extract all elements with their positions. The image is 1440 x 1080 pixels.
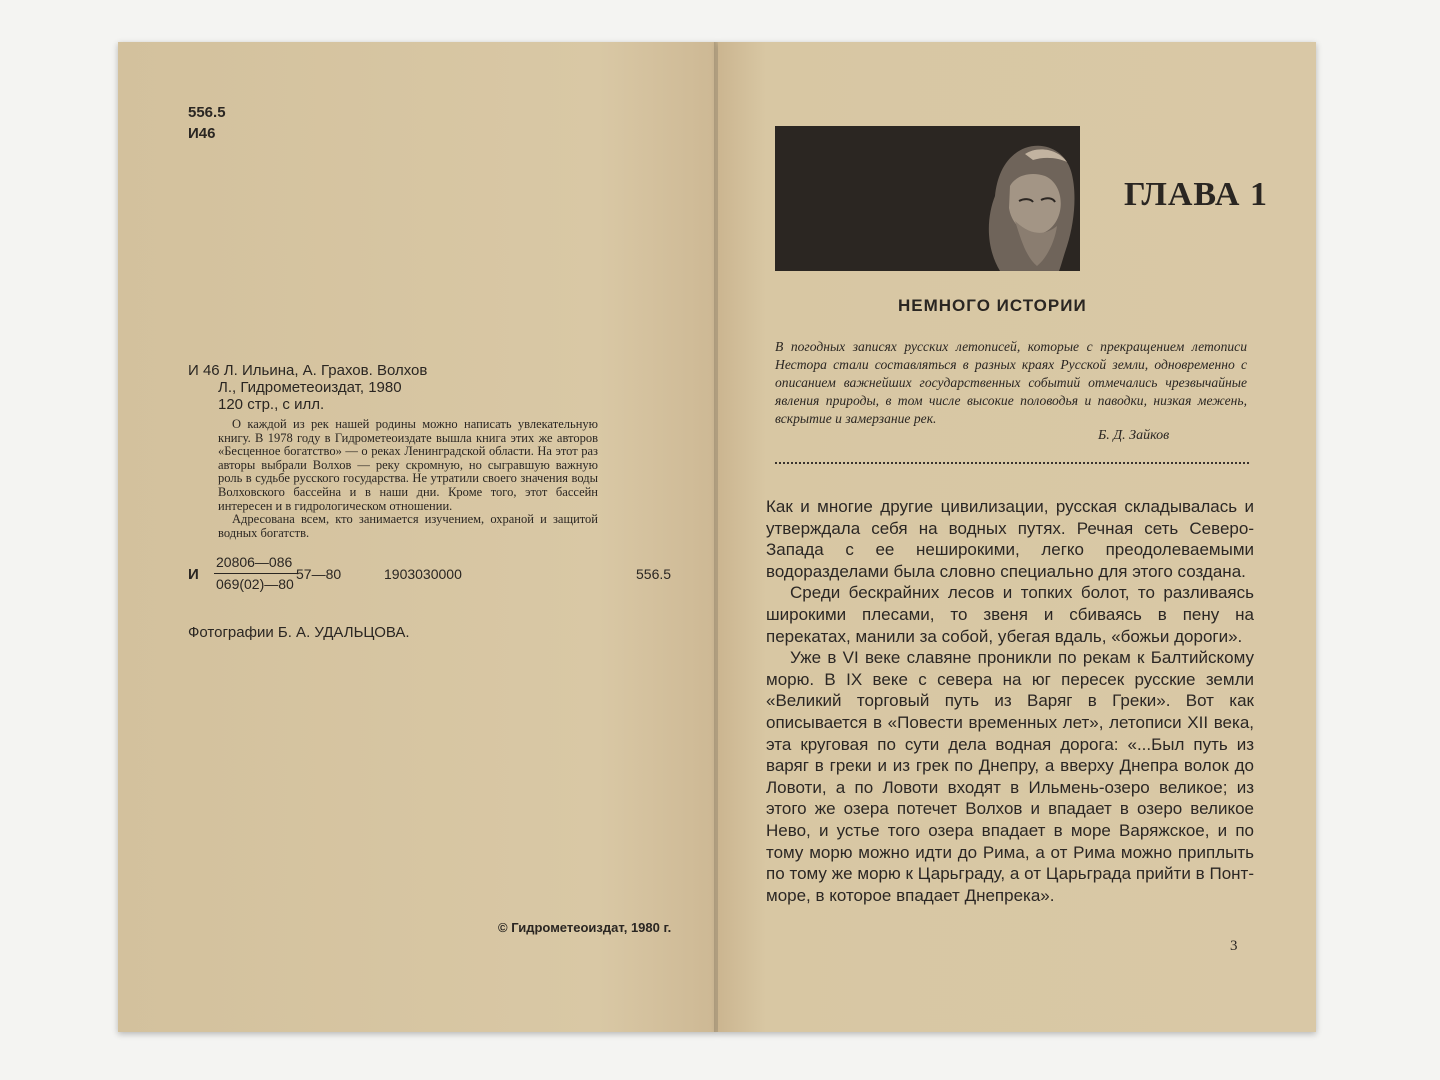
open-book	[118, 42, 1316, 1032]
annotation-paragraph-2: Адресована всем, кто занимается изучением, охраной и защитой водных богатств.	[218, 512, 598, 540]
chapter-title: ГЛАВА 1	[1124, 176, 1268, 213]
bibliographic-imprint	[188, 362, 427, 413]
chapter-illustration	[775, 126, 1080, 271]
sculpture-head-image	[775, 126, 1080, 271]
dotted-divider	[775, 462, 1249, 464]
imprint-line-2: Л., Гидрометеоиздат, 1980	[218, 379, 402, 396]
isbn-numerator: 20806—086	[216, 554, 293, 570]
body-paragraph-1: Как и многие другие цивилизации, русская складывалась и утверждала себя на водных путях. Речная сеть Северо-Запада с ее неширокими, легко преодолеваемыми водоразделами была словно специально для этого создана.	[766, 497, 1254, 581]
body-paragraph-3: Уже в VI веке славяне проникли по рекам к Балтийскому морю. В IX веке с севера на юг пересек русские земли «Великий торговый путь из Варяг в Греки». Вот как описывается в «Повести временных лет», летописи XII века, эта круговая по сути дела водная дорога: «...Был путь из варяг в греки и из грек по Днепру, а вверху Днепра волок до Ловоти, а по Ловоти входят в Ильмень-озеро великое; из этого же озера потечет Волхов и впадает в озеро великое Нево, и устье того озера впадает в море Варяжское, и по тому морю можно идти до Рима, а от Рима можно приплыть по тому же морю к Царьграду, а от Царьграда прийти в Понт-море, в которое впадает Днепрека».	[766, 648, 1254, 905]
left-page	[118, 42, 718, 1032]
imprint-line-3: 120 стр., с илл.	[218, 396, 325, 413]
photo-credit: Фотографии Б. А. УДАЛЬЦОВА.	[188, 624, 410, 641]
imprint-line-1: И 46 Л. Ильина, А. Грахов. Волхов	[188, 362, 428, 379]
section-title: НЕМНОГО ИСТОРИИ	[898, 296, 1087, 315]
page-number: 3	[1230, 938, 1238, 954]
isbn-row	[188, 554, 672, 594]
annotation	[218, 418, 598, 540]
isbn-code-1: 57—80	[296, 566, 342, 582]
isbn-code-3: 556.5	[636, 566, 672, 582]
fraction-bar	[214, 573, 298, 574]
isbn-code-2: 1903030000	[384, 566, 462, 582]
epigraph: В погодных записях русских летописей, которые с прекращением летописи Нестора стали составляться в разных краях Русской земли, одновременно с описанием важнейших государственных событий отмечались чрезвычайные явления природы, в том числе высокие половодья и паводки, низкая межень, вскрытие и замерзание рек.	[775, 339, 1247, 426]
copyright: © Гидрометеоиздат, 1980 г.	[498, 920, 672, 935]
udc-code: 556.5	[188, 104, 226, 121]
isbn-denominator: 069(02)—80	[216, 576, 294, 592]
epigraph-author: Б. Д. Зайков	[1098, 428, 1170, 443]
annotation-paragraph-1: О каждой из рек нашей родины можно написать увлекательную книгу. В 1978 году в Гидрометеоиздате вышла книга этих же авторов «Бесценное богатство» — о реках Ленинградской области. На этот раз авторы выбрали Волхов — реку скромную, но сыгравшую важную роль в судьбе русского государства. Не утратили своего значения воды Волховского бассейна и в наши дни. Кроме того, этот бассейн интересен и в гидрологическом отношении.	[218, 417, 598, 513]
author-mark: И46	[188, 125, 216, 142]
isbn-letter: И	[188, 566, 199, 583]
body-paragraph-2: Среди бескрайних лесов и топких болот, то разливаясь широкими плесами, то звеня и сбиваясь в пену на перекатах, манили за собой, убегая вдаль, «божьи дороги».	[766, 583, 1254, 646]
chapter-body	[766, 496, 1254, 906]
right-page	[718, 42, 1316, 1032]
